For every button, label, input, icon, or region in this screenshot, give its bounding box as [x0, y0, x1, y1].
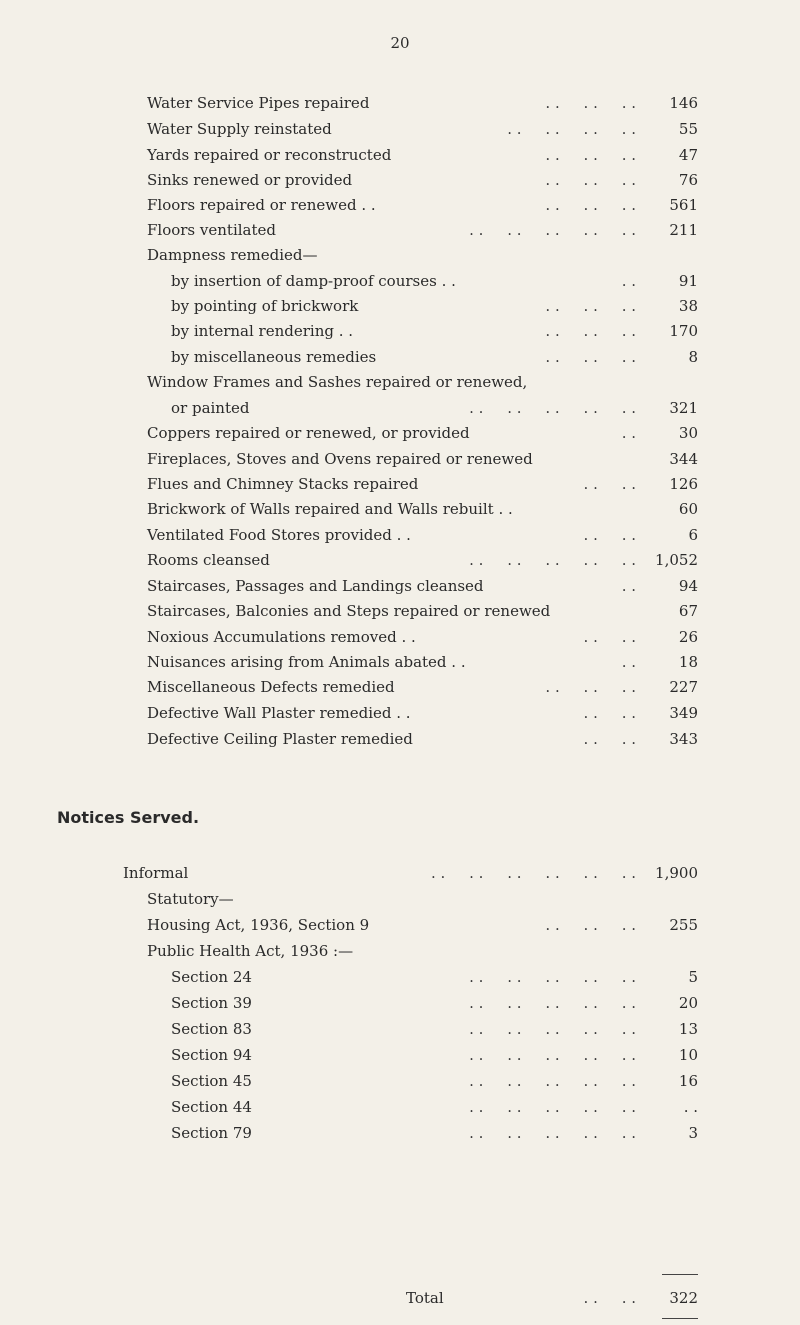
- repair-row: [147, 117, 698, 141]
- row-value: 16: [678, 1072, 698, 1090]
- repair-row: [147, 650, 698, 674]
- dot-leader: . . . .: [583, 526, 636, 544]
- dot-leader: . . . . . . . . . .: [469, 968, 636, 986]
- total-rule-top: [662, 1274, 698, 1275]
- repair-row: [147, 701, 698, 725]
- repair-row: [171, 269, 698, 293]
- repair-row: [147, 472, 698, 496]
- total-line: [406, 1286, 698, 1310]
- repair-row: [147, 599, 698, 623]
- dot-leader: . . . .: [583, 1289, 636, 1307]
- notice-row: [147, 939, 698, 963]
- row-label: Section 44: [171, 1098, 252, 1116]
- row-value: 255: [669, 916, 698, 934]
- repair-row: [147, 91, 698, 115]
- repair-row: [147, 625, 698, 649]
- row-label: Yards repaired or reconstructed: [147, 146, 392, 164]
- dot-leader: . . . . . .: [545, 322, 636, 340]
- row-label: by pointing of brickwork: [171, 297, 359, 315]
- row-label: Section 39: [171, 994, 252, 1012]
- row-value: 561: [669, 196, 698, 214]
- row-value: 26: [678, 628, 698, 646]
- row-value: 211: [669, 221, 698, 239]
- row-value: 344: [669, 450, 698, 468]
- dot-leader: . . . . . .: [545, 916, 636, 934]
- repair-row: [171, 396, 698, 420]
- row-label: Sinks renewed or provided: [147, 171, 353, 189]
- repair-row: [147, 548, 698, 572]
- notice-row: [147, 913, 698, 937]
- row-value: 30: [678, 424, 698, 442]
- dot-leader: . . . .: [583, 704, 636, 722]
- notice-row: [171, 965, 698, 989]
- notice-row: [123, 861, 698, 885]
- dot-leader: . . . . . . . . . .: [469, 1098, 636, 1116]
- row-label: Miscellaneous Defects remedied: [147, 678, 395, 696]
- dot-leader: . . . . . .: [545, 196, 636, 214]
- repair-row: [147, 574, 698, 598]
- row-label: Section 45: [171, 1072, 252, 1090]
- dot-leader: . . . . . . . .: [507, 120, 636, 138]
- repair-row: [171, 294, 698, 318]
- row-value: 322: [669, 1289, 698, 1307]
- row-value: 76: [678, 171, 698, 189]
- dot-leader: . . . .: [583, 475, 636, 493]
- row-value: 20: [678, 994, 698, 1012]
- dot-leader: . . . . . . . . . . . .: [430, 864, 636, 882]
- repair-row: [147, 370, 698, 394]
- row-value: 91: [678, 272, 698, 290]
- repair-row: [147, 168, 698, 192]
- row-label: Section 83: [171, 1020, 252, 1038]
- repair-row: [147, 243, 698, 267]
- notice-row: [171, 1095, 698, 1119]
- row-value: 3: [688, 1124, 698, 1142]
- repair-row: [147, 218, 698, 242]
- dot-leader: . .: [621, 424, 636, 442]
- row-value: 349: [669, 704, 698, 722]
- row-label: Defective Wall Plaster remedied . .: [147, 704, 411, 722]
- row-label: Noxious Accumulations removed . .: [147, 628, 416, 646]
- row-label: Coppers repaired or renewed, or provided: [147, 424, 470, 442]
- row-label: Window Frames and Sashes repaired or renewed,: [147, 373, 528, 391]
- row-label: Informal: [123, 864, 189, 882]
- dot-leader: . . . . . .: [545, 171, 636, 189]
- row-label: Staircases, Passages and Landings cleansed: [147, 577, 484, 595]
- dot-leader: . .: [621, 653, 636, 671]
- dot-leader: . . . . . .: [545, 146, 636, 164]
- row-label: Staircases, Balconies and Steps repaired or renewed: [147, 602, 551, 620]
- page-number: 20: [390, 34, 410, 52]
- dot-leader: . . . . . . . . . .: [469, 1124, 636, 1142]
- row-label: Water Supply reinstated: [147, 120, 332, 138]
- row-value: 5: [688, 968, 698, 986]
- row-value: 10: [678, 1046, 698, 1064]
- row-value: 227: [669, 678, 698, 696]
- notice-row: [171, 1069, 698, 1093]
- repair-row: [147, 675, 698, 699]
- row-label: Floors repaired or renewed . .: [147, 196, 376, 214]
- dot-leader: . .: [621, 272, 636, 290]
- row-value: . .: [683, 1098, 698, 1116]
- repair-row: [147, 421, 698, 445]
- row-label: Section 79: [171, 1124, 252, 1142]
- notice-row: [171, 1043, 698, 1067]
- row-value: 1,900: [655, 864, 698, 882]
- row-value: 1,052: [655, 551, 698, 569]
- notices-heading: Notices Served.: [57, 808, 200, 827]
- row-value: 38: [678, 297, 698, 315]
- dot-leader: . . . . . . . . . .: [469, 1072, 636, 1090]
- repair-row: [147, 447, 698, 471]
- row-value: 6: [688, 526, 698, 544]
- notice-row: [171, 1121, 698, 1145]
- repair-row: [147, 497, 698, 521]
- row-value: 8: [688, 348, 698, 366]
- dot-leader: . . . . . . . . . .: [469, 221, 636, 239]
- dot-leader: . . . . . .: [545, 678, 636, 696]
- row-label: by internal rendering . .: [171, 322, 354, 340]
- row-label: Rooms cleansed: [147, 551, 270, 569]
- dot-leader: . . . . . . . . . .: [469, 399, 636, 417]
- row-label: Water Service Pipes repaired: [147, 94, 370, 112]
- dot-leader: . . . . . .: [545, 348, 636, 366]
- row-label: Ventilated Food Stores provided . .: [147, 526, 411, 544]
- dot-leader: . . . .: [583, 730, 636, 748]
- dot-leader: . . . . . .: [545, 297, 636, 315]
- dot-leader: . . . . . . . . . .: [469, 551, 636, 569]
- row-value: 343: [669, 730, 698, 748]
- row-label: Total: [406, 1289, 444, 1307]
- row-value: 13: [678, 1020, 698, 1038]
- row-label: Flues and Chimney Stacks repaired: [147, 475, 419, 493]
- row-value: 67: [678, 602, 698, 620]
- row-label: Fireplaces, Stoves and Ovens repaired or renewed: [147, 450, 533, 468]
- row-value: 47: [678, 146, 698, 164]
- notice-row: [171, 991, 698, 1015]
- row-value: 170: [669, 322, 698, 340]
- row-label: Floors ventilated: [147, 221, 276, 239]
- row-value: 60: [678, 500, 698, 518]
- repair-row: [147, 727, 698, 751]
- notice-row: [147, 887, 698, 911]
- row-label: Housing Act, 1936, Section 9: [147, 916, 370, 934]
- repair-row: [171, 319, 698, 343]
- repair-row: [147, 193, 698, 217]
- repair-row: [147, 143, 698, 167]
- row-label: Defective Ceiling Plaster remedied: [147, 730, 413, 748]
- total-rule-bottom: [662, 1318, 698, 1319]
- row-label: Nuisances arising from Animals abated . .: [147, 653, 466, 671]
- row-value: 126: [669, 475, 698, 493]
- row-value: 94: [678, 577, 698, 595]
- dot-leader: . . . . . . . . . .: [469, 1046, 636, 1064]
- row-label: Brickwork of Walls repaired and Walls rebuilt . .: [147, 500, 513, 518]
- dot-leader: . . . . . . . . . .: [469, 1020, 636, 1038]
- row-label: or painted: [171, 399, 250, 417]
- row-value: 321: [669, 399, 698, 417]
- dot-leader: . . . .: [583, 628, 636, 646]
- dot-leader: . .: [621, 577, 636, 595]
- notice-row: [171, 1017, 698, 1041]
- row-label: by insertion of damp-proof courses . .: [171, 272, 456, 290]
- row-value: 146: [669, 94, 698, 112]
- repair-row: [147, 523, 698, 547]
- dot-leader: . . . . . .: [545, 94, 636, 112]
- row-value: 55: [678, 120, 698, 138]
- dot-leader: . . . . . . . . . .: [469, 994, 636, 1012]
- repair-row: [171, 345, 698, 369]
- row-value: 18: [678, 653, 698, 671]
- row-label: Section 24: [171, 968, 252, 986]
- row-label: by miscellaneous remedies: [171, 348, 377, 366]
- row-label: Dampness remedied—: [147, 246, 318, 264]
- row-label: Statutory—: [147, 890, 234, 908]
- row-label: Public Health Act, 1936 :—: [147, 942, 354, 960]
- row-label: Section 94: [171, 1046, 252, 1064]
